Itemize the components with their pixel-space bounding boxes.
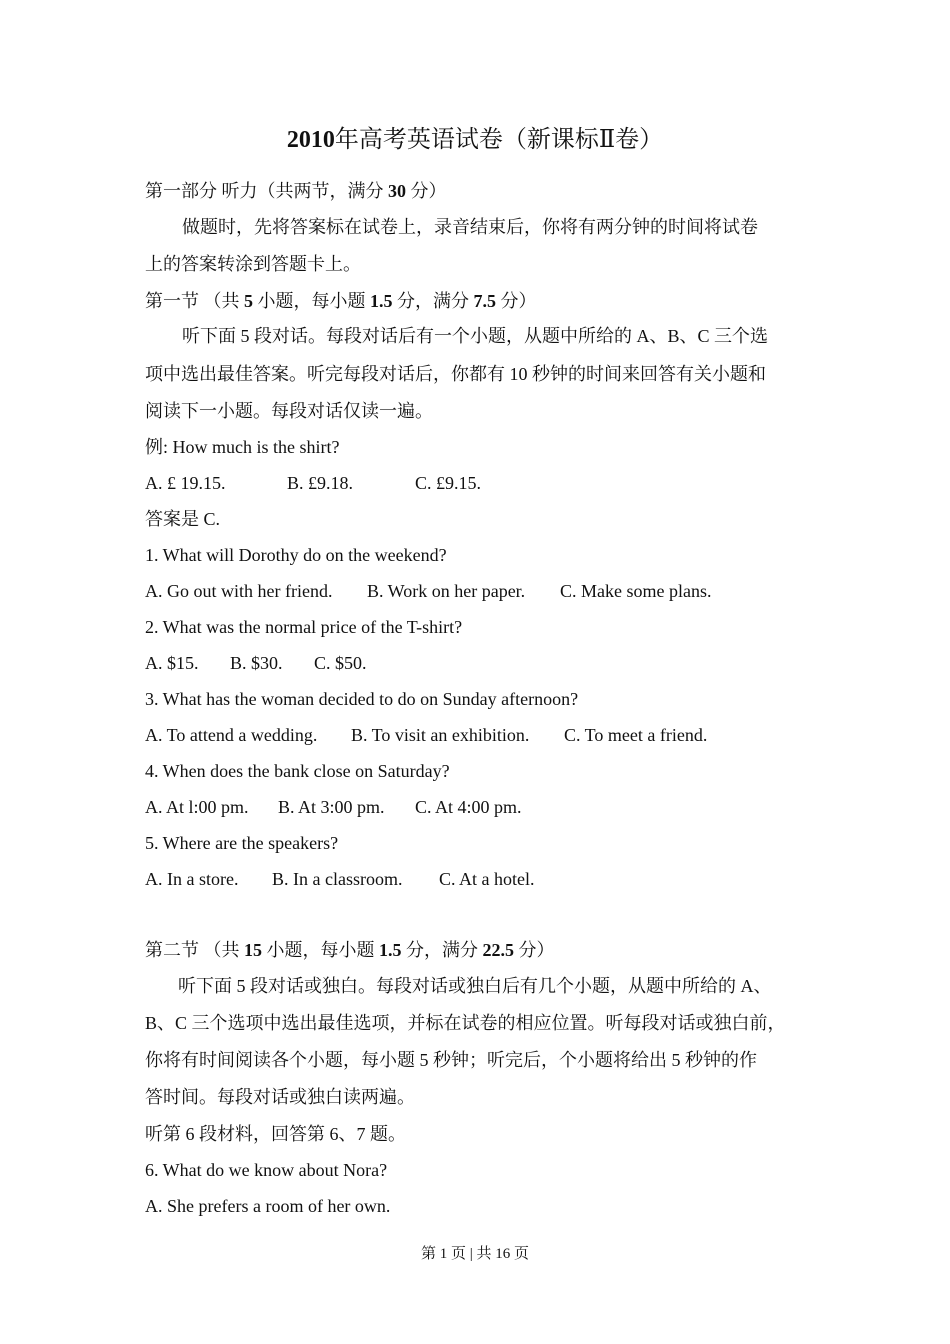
example-options [145, 470, 481, 496]
section2-instruction-2: B、C 三个选项中选出最佳选项，并标在试卷的相应位置。听每段对话或独白前， [145, 1013, 786, 1033]
section2-heading: 第二节 （共 15 小题，每小题 1.5 分，满分 22.5 分） [145, 940, 555, 960]
title-text: 年高考英语试卷（新课标Ⅱ卷） [334, 127, 664, 153]
option: B. £9.18. [287, 473, 354, 493]
section2-instruction-4: 答时间。每段对话或独白读两遍。 [145, 1087, 415, 1107]
option: B. $30. [230, 653, 283, 673]
material-note: 听第 6 段材料，回答第 6、7 题。 [145, 1124, 406, 1144]
option: B. To visit an exhibition. [351, 725, 530, 745]
question-5-options [145, 866, 535, 892]
section2-instruction-3: 你将有时间阅读各个小题，每小题 5 秒钟；听完后，个小题将给出 5 秒钟的作 [145, 1050, 757, 1070]
option: C. At a hotel. [439, 869, 535, 889]
option: B. Work on her paper. [367, 581, 526, 601]
intro-line-2: 上的答案转涂到答题卡上。 [145, 254, 361, 274]
option: A. $15. [145, 653, 199, 673]
question-2: 2. What was the normal price of the T-shirt? [145, 617, 463, 637]
section1-heading: 第一节 （共 5 小题，每小题 1.5 分，满分 7.5 分） [145, 291, 537, 311]
question-1-options [145, 578, 711, 604]
intro-line-1: 做题时，先将答案标在试卷上，录音结束后，你将有两分钟的时间将试卷 [182, 217, 758, 237]
section1-instruction-1: 听下面 5 段对话。每段对话后有一个小题，从题中所给的 A、B、C 三个选 [182, 326, 769, 346]
question-1: 1. What will Dorothy do on the weekend? [145, 545, 447, 565]
example-question: 例: How much is the shirt? [145, 437, 340, 457]
question-4: 4. When does the bank close on Saturday? [145, 761, 450, 781]
option: A. Go out with her friend. [145, 581, 333, 601]
page-footer: 第 1 页 | 共 16 页 [420, 1246, 529, 1262]
option: A. £ 19.15. [145, 473, 226, 493]
option: C. At 4:00 pm. [415, 797, 522, 817]
example-answer: 答案是 C. [145, 509, 221, 529]
question-3: 3. What has the woman decided to do on Sunday afternoon? [145, 689, 579, 709]
question-5: 5. Where are the speakers? [145, 833, 339, 853]
option: B. In a classroom. [272, 869, 403, 889]
section1-instruction-3: 阅读下一小题。每段对话仅读一遍。 [145, 401, 433, 421]
question-2-options [145, 650, 367, 676]
option: C. $50. [314, 653, 367, 673]
page-title [0, 122, 950, 158]
option: A. In a store. [145, 869, 239, 889]
part1-heading: 第一部分 听力（共两节，满分 30 分） [145, 181, 447, 201]
question-6-option-a: A. She prefers a room of her own. [145, 1196, 391, 1216]
option: B. At 3:00 pm. [278, 797, 385, 817]
title-year: 2010 [286, 127, 335, 153]
question-6: 6. What do we know about Nora? [145, 1160, 388, 1180]
question-3-options [145, 722, 707, 748]
question-4-options [145, 794, 522, 820]
option: C. To meet a friend. [564, 725, 708, 745]
option: C. £9.15. [415, 473, 482, 493]
option: A. At l:00 pm. [145, 797, 249, 817]
section1-instruction-2: 项中选出最佳答案。听完每段对话后，你都有 10 秒钟的时间来回答有关小题和 [145, 364, 766, 384]
option: A. To attend a wedding. [145, 725, 318, 745]
option: C. Make some plans. [560, 581, 712, 601]
section2-instruction-1: 听下面 5 段对话或独白。每段对话或独白后有几个小题，从题中所给的 A、 [178, 976, 772, 996]
